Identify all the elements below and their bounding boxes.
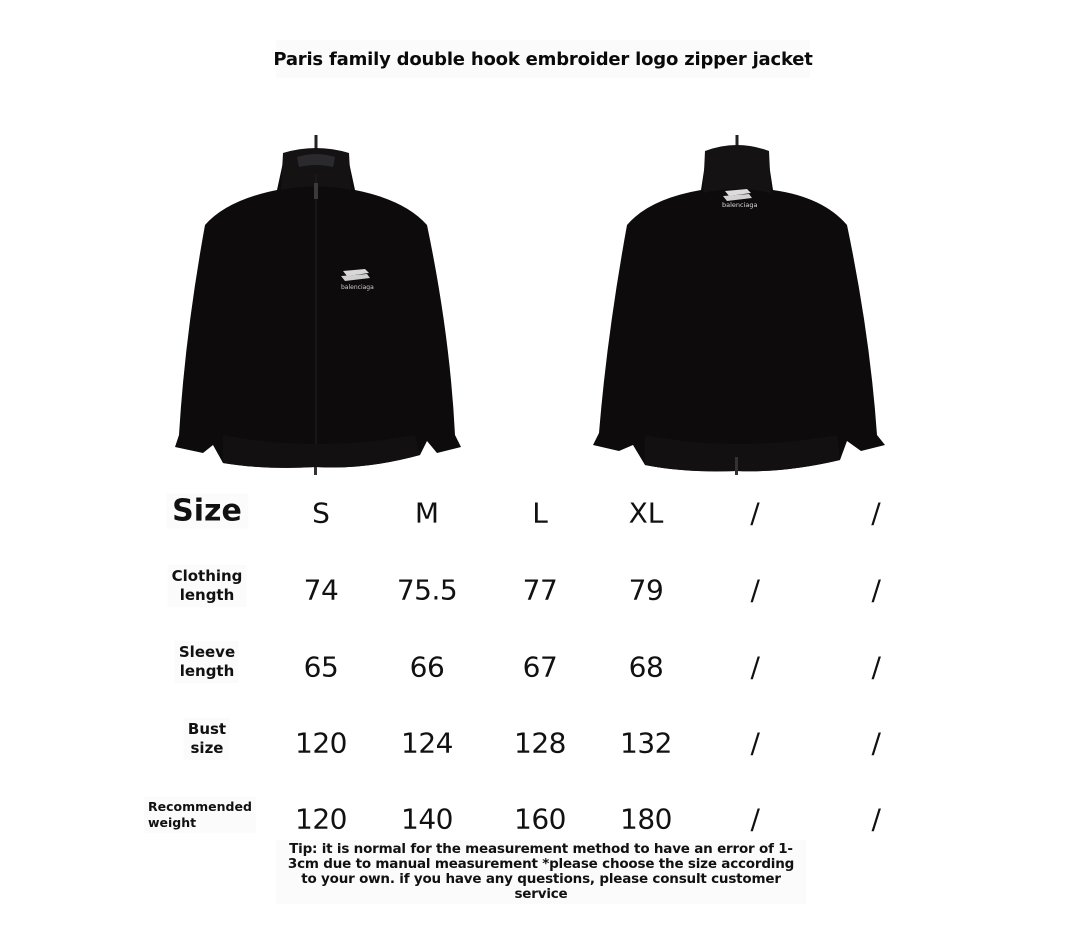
- jacket-back-image: [585, 135, 890, 475]
- cell-recommended-weight-s: 120: [295, 802, 347, 836]
- cell-sleeve-length-m: 66: [409, 650, 445, 684]
- cell-sleeve-length-xl: 68: [628, 650, 664, 684]
- title-banner: [273, 40, 813, 78]
- cell-clothing-length-empty-1: /: [750, 573, 760, 607]
- row-label-line2: length: [179, 586, 235, 604]
- jacket-front-image: [165, 135, 470, 475]
- row-label-line2: size: [190, 739, 224, 757]
- svg-text:balenciaga: balenciaga: [722, 201, 758, 209]
- row-label-line2: length: [179, 662, 235, 680]
- cell-recommended-weight-xl: 180: [620, 802, 672, 836]
- cell-sleeve-length-empty-1: /: [750, 650, 760, 684]
- row-label-line1: Clothing: [171, 567, 243, 585]
- cell-sleeve-length-l: 67: [522, 650, 558, 684]
- cell-clothing-length-empty-2: /: [871, 573, 881, 607]
- cell-bust-size-xl: 132: [620, 726, 672, 760]
- size-header-xl: XL: [628, 496, 664, 530]
- cell-bust-size-l: 128: [514, 726, 566, 760]
- cell-sleeve-length-empty-2: /: [871, 650, 881, 684]
- row-label-clothing-length: [168, 565, 247, 607]
- cell-sleeve-length-s: 65: [303, 650, 339, 684]
- size-header-l: L: [532, 496, 548, 530]
- cell-clothing-length-xl: 79: [628, 573, 664, 607]
- product-title: Paris family double hook embroider logo zipper jacket: [273, 48, 813, 70]
- cell-clothing-length-s: 74: [303, 573, 339, 607]
- row-label-bust-size: [184, 718, 230, 760]
- svg-text:balenciaga: balenciaga: [341, 284, 374, 291]
- size-header-label: Size: [166, 494, 248, 529]
- row-label-recommended-weight: [144, 797, 256, 833]
- measurement-tip-banner: [276, 840, 806, 904]
- cell-bust-size-m: 124: [401, 726, 453, 760]
- cell-bust-size-empty-2: /: [871, 726, 881, 760]
- cell-bust-size-empty-1: /: [750, 726, 760, 760]
- row-label-line1: Sleeve: [178, 643, 236, 661]
- cell-recommended-weight-l: 160: [514, 802, 566, 836]
- cell-recommended-weight-m: 140: [401, 802, 453, 836]
- cell-clothing-length-m: 75.5: [396, 573, 458, 607]
- measurement-tip-text: Tip: it is normal for the measurement method to have an error of 1-3cm due to manual measurement *please choose the size according to your own. if you have any questions, please consult customer service: [287, 841, 795, 902]
- size-header-empty-2: /: [871, 496, 881, 530]
- row-label-line1: Recommended: [148, 799, 252, 814]
- row-label-line2: weight: [148, 815, 197, 830]
- row-label-line1: Bust: [187, 720, 227, 738]
- cell-recommended-weight-empty-1: /: [750, 802, 760, 836]
- size-header-empty-1: /: [750, 496, 760, 530]
- cell-bust-size-s: 120: [295, 726, 347, 760]
- row-label-sleeve-length: [175, 641, 239, 683]
- cell-recommended-weight-empty-2: /: [871, 802, 881, 836]
- size-header-s: S: [312, 496, 330, 530]
- size-header-m: M: [414, 496, 440, 530]
- cell-clothing-length-l: 77: [522, 573, 558, 607]
